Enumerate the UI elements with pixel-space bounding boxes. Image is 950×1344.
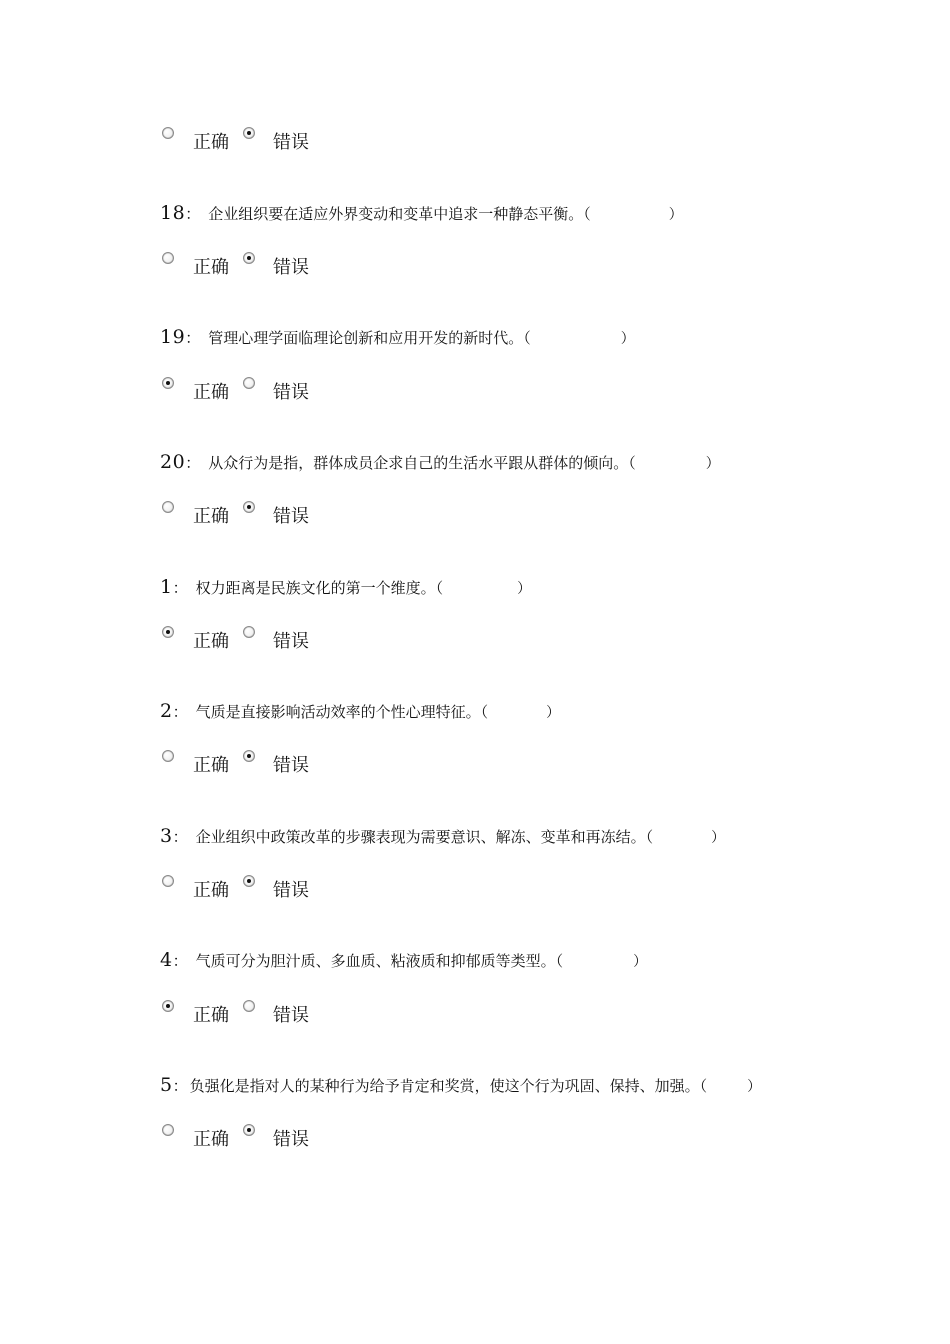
radio-false-q3[interactable] [243, 875, 255, 887]
question-19 [160, 326, 635, 352]
question-text: 权力距离是民族文化的第一个维度。（ [195, 579, 444, 597]
option-true-label: 正确 [193, 257, 229, 278]
question-text: 负强化是指对人的某种行为给予肯定和奖赏，使这个行为巩固、保持、加强。（ [189, 1077, 708, 1095]
question-text: 企业组织中政策改革的步骤表现为需要意识、解冻、变革和再冻结。（ [195, 828, 654, 846]
question-close-paren: ） [668, 207, 683, 223]
radio-dot [247, 256, 251, 260]
radio-true-q18[interactable] [162, 252, 174, 264]
question-number: 2 [160, 700, 173, 722]
radio-true-q2[interactable] [162, 750, 174, 762]
radio-false-q1[interactable] [243, 626, 255, 638]
answer-row-q20 [162, 501, 562, 531]
answer-row-q18 [162, 252, 562, 282]
question-number: 18 [160, 202, 186, 224]
question-text: 企业组织要在适应外界变动和变革中追求一种静态平衡。（ [208, 205, 591, 223]
radio-dot [247, 754, 251, 758]
question-close-paren: ） [711, 830, 726, 846]
option-false-label: 错误 [273, 631, 309, 652]
question-colon: ： [172, 703, 188, 721]
radio-dot [166, 1004, 170, 1008]
answer-row-q17 [162, 127, 562, 157]
radio-true-q20[interactable] [162, 501, 174, 513]
radio-false-q18[interactable] [243, 252, 255, 264]
question-5 [160, 1074, 761, 1100]
option-false-label: 错误 [273, 382, 309, 403]
option-false-label: 错误 [273, 755, 309, 776]
option-false-label: 错误 [273, 506, 309, 527]
radio-false-q4[interactable] [243, 1000, 255, 1012]
question-4 [160, 949, 647, 975]
option-true-label: 正确 [193, 1005, 229, 1026]
question-20 [160, 451, 720, 477]
radio-dot [247, 131, 251, 135]
option-true-label: 正确 [193, 880, 229, 901]
option-false-label: 错误 [273, 132, 309, 153]
option-false-label: 错误 [273, 880, 309, 901]
question-colon: ： [185, 329, 201, 347]
radio-true-q19[interactable] [162, 377, 174, 389]
answer-row-q4 [162, 1000, 562, 1030]
question-number: 20 [160, 451, 186, 473]
question-2 [160, 700, 560, 726]
radio-false-q19[interactable] [243, 377, 255, 389]
question-close-paren: ） [546, 705, 561, 721]
radio-dot [166, 381, 170, 385]
option-false-label: 错误 [273, 1005, 309, 1026]
radio-true-q1[interactable] [162, 626, 174, 638]
question-18 [160, 202, 683, 228]
option-true-label: 正确 [193, 631, 229, 652]
question-text: 气质是直接影响活动效率的个性心理特征。（ [195, 703, 489, 721]
answer-row-q2 [162, 750, 562, 780]
question-colon: ： [172, 828, 188, 846]
radio-false-q2[interactable] [243, 750, 255, 762]
question-colon: ： [172, 579, 188, 597]
radio-dot [247, 879, 251, 883]
question-text: 管理心理学面临理论创新和应用开发的新时代。（ [208, 329, 531, 347]
question-3 [160, 825, 725, 851]
question-colon: ： [172, 1077, 188, 1095]
question-colon: ： [172, 952, 188, 970]
option-true-label: 正确 [193, 755, 229, 776]
option-true-label: 正确 [193, 132, 229, 153]
answer-row-q19 [162, 377, 562, 407]
question-text: 从众行为是指，群体成员企求自己的生活水平跟从群体的倾向。（ [208, 454, 636, 472]
radio-false-q5[interactable] [243, 1124, 255, 1136]
radio-dot [247, 1128, 251, 1132]
option-true-label: 正确 [193, 382, 229, 403]
radio-dot [166, 630, 170, 634]
question-number: 3 [160, 825, 173, 847]
radio-false-q17[interactable] [243, 127, 255, 139]
question-close-paren: ） [620, 331, 635, 347]
option-true-label: 正确 [193, 1129, 229, 1150]
question-number: 5 [160, 1074, 173, 1096]
question-close-paren: ） [705, 456, 720, 472]
option-false-label: 错误 [273, 1129, 309, 1150]
question-close-paren: ） [747, 1079, 762, 1095]
radio-false-q20[interactable] [243, 501, 255, 513]
radio-true-q3[interactable] [162, 875, 174, 887]
question-colon: ： [185, 205, 201, 223]
question-number: 1 [160, 576, 173, 598]
radio-dot [247, 505, 251, 509]
question-number: 19 [160, 326, 186, 348]
question-close-paren: ） [633, 954, 648, 970]
question-colon: ： [185, 454, 201, 472]
option-true-label: 正确 [193, 506, 229, 527]
question-1 [160, 576, 531, 602]
question-number: 4 [160, 949, 173, 971]
answer-row-q3 [162, 875, 562, 905]
radio-true-q4[interactable] [162, 1000, 174, 1012]
question-text: 气质可分为胆汁质、多血质、粘液质和抑郁质等类型。（ [195, 952, 564, 970]
radio-true-q17[interactable] [162, 127, 174, 139]
radio-true-q5[interactable] [162, 1124, 174, 1136]
question-close-paren: ） [517, 581, 532, 597]
option-false-label: 错误 [273, 257, 309, 278]
answer-row-q5 [162, 1124, 562, 1154]
answer-row-q1 [162, 626, 562, 656]
